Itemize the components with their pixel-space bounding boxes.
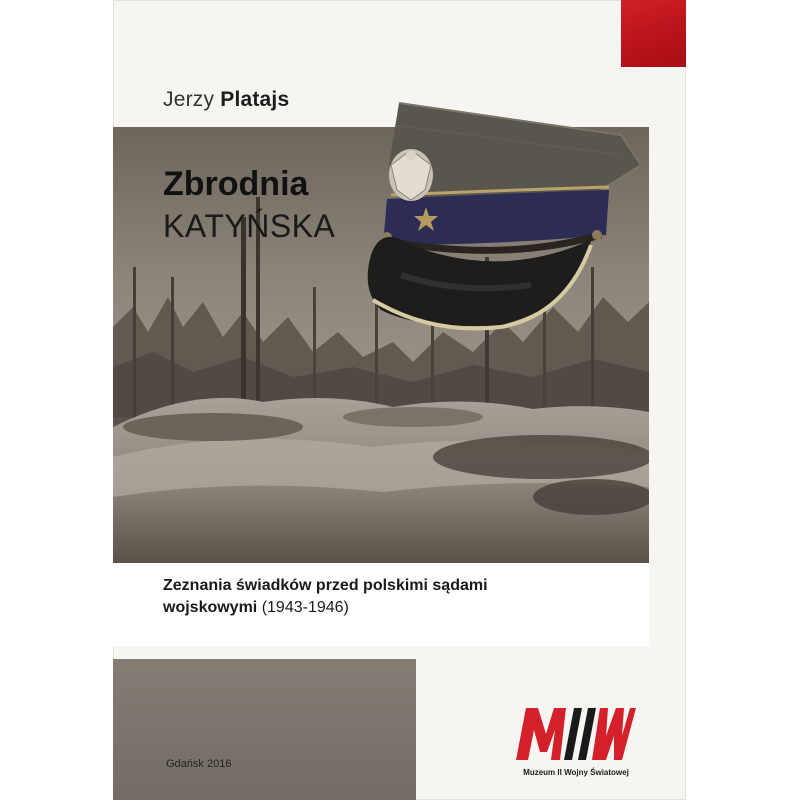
book-cover [113,0,686,800]
red-accent-tab [621,0,686,67]
publisher-logo [516,700,636,775]
author-last-name: Platajs [220,88,290,111]
eagle-emblem-icon [389,149,433,201]
publisher-name: Muzeum II Wojny Światowej [523,768,629,777]
author-first-name: Jerzy [163,88,215,111]
subtitle-text: Zeznania świadków przed polskimi sądami wojskowymi [163,577,488,616]
author-name [163,88,289,112]
title-line-1: Zbrodnia [163,165,309,203]
title-line-2: KATYŃSKA [163,208,336,244]
museum-logo-icon [516,700,636,764]
place-and-year: Gdańsk 2016 [166,758,232,770]
subtitle-years: (1943-1946) [261,599,349,616]
subtitle [163,575,583,619]
military-cap-icon [351,95,641,335]
brown-block [113,659,416,800]
